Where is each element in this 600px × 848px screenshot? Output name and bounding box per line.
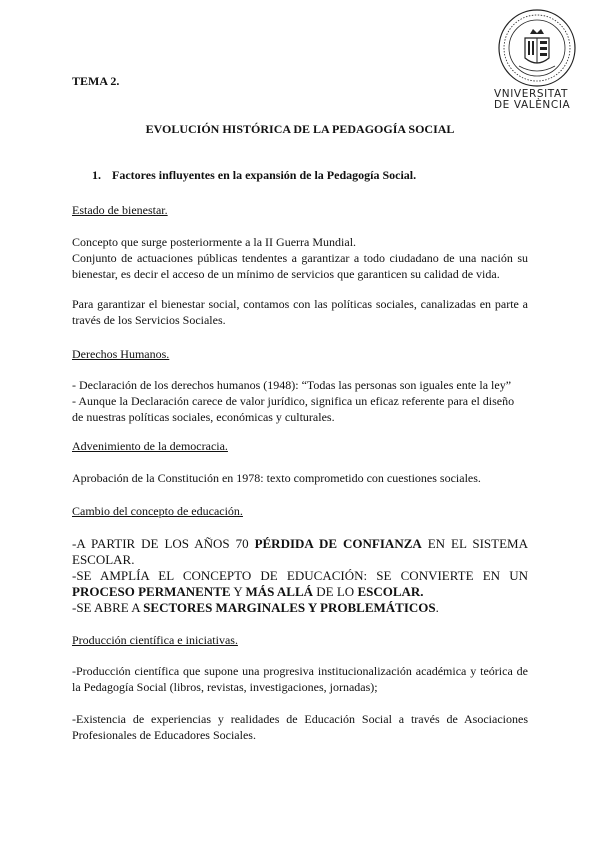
educacion-item-3 [72,600,528,616]
educacion-item-1-a: -A PARTIR DE LOS AÑOS 70 [72,536,255,551]
educacion-item-2-e: DE LO [313,584,358,599]
estado-paragraph-1 [72,234,528,282]
educacion-item-2-a: -SE AMPLÍA EL CONCEPTO DE EDUCACIÓN: SE CONVIERTE EN UN [72,568,528,583]
heading-produccion: Producción científica e iniciativas. [72,633,238,647]
heading-estado-bienestar: Estado de bienestar. [72,203,168,217]
derechos-item-2: - Aunque la Declaración carece de valor jurídico, significa un eficaz referente para el diseño de nuestras políticas sociales, económicas y culturales. [72,394,515,424]
derechos-item-1: - Declaración de los derechos humanos (1948): “Todas las personas son iguales ente la ley” [72,378,512,392]
heading-educacion: Cambio del concepto de educación. [72,504,243,518]
educacion-item-2-bold-2: MÁS ALLÁ [245,584,314,599]
educacion-item-3-bold: SECTORES MARGINALES Y PROBLEMÁTICOS [143,600,436,615]
educacion-item-2-bold-3: ESCOLAR. [357,584,424,599]
democracia-text: Aprobación de la Constitución en 1978: texto comprometido con cuestiones sociales. [72,471,481,485]
educacion-item-3-a: -SE ABRE A [72,600,144,615]
educacion-item-1 [72,536,528,568]
section-title-text: Factores influyentes en la expansión de la Pedagogía Social. [112,168,417,182]
educacion-item-3-c: . [435,600,439,615]
university-logo [494,8,580,111]
estado-paragraph-2: Para garantizar el bienestar social, contamos con las políticas sociales, canalizadas en parte a través de los Servicios Sociales. [72,297,528,327]
section-number: 1. [92,168,101,182]
heading-derechos-humanos: Derechos Humanos. [72,347,170,361]
educacion-item-2 [72,568,528,600]
logo-text-line2: DE VALÈNCIA [494,99,571,111]
estado-line-1: Concepto que surge posteriormente a la II Guerra Mundial. [72,235,357,249]
heading-democracia: Advenimiento de la democracia. [72,439,228,453]
produccion-paragraph-2: -Existencia de experiencias y realidades de Educación Social a través de Asociaciones Profesionales de Educadores Sociales. [72,712,528,742]
estado-line-2: Conjunto de actuaciones públicas tendentes a garantizar a todo ciudadano de una nación su bienestar, es decir el acceso de un mínimo de servicios que garanticen su calidad de vida. [72,251,528,281]
derechos-list [72,377,528,425]
educacion-item-1-c: EN EL SISTEMA ESCOLAR. [72,536,528,567]
educacion-item-2-bold-1: PROCESO PERMANENTE [72,584,231,599]
produccion-paragraph-1: -Producción científica que supone una progresiva institucionalización académica y teórica de la Pedagogía Social (libros, revistas, investigaciones, jornadas); [72,664,528,694]
logo-text-line1: VNIVERSITAT [494,88,568,100]
document-title: EVOLUCIÓN HISTÓRICA DE LA PEDAGOGÍA SOCIAL [145,122,455,136]
educacion-block [72,536,528,616]
section-title [92,168,416,183]
tema-label: TEMA 2. [72,74,120,88]
educacion-item-1-bold: PÉRDIDA DE CONFIANZA [254,536,422,551]
university-seal-icon [497,8,577,88]
educacion-item-2-c: Y [230,584,246,599]
